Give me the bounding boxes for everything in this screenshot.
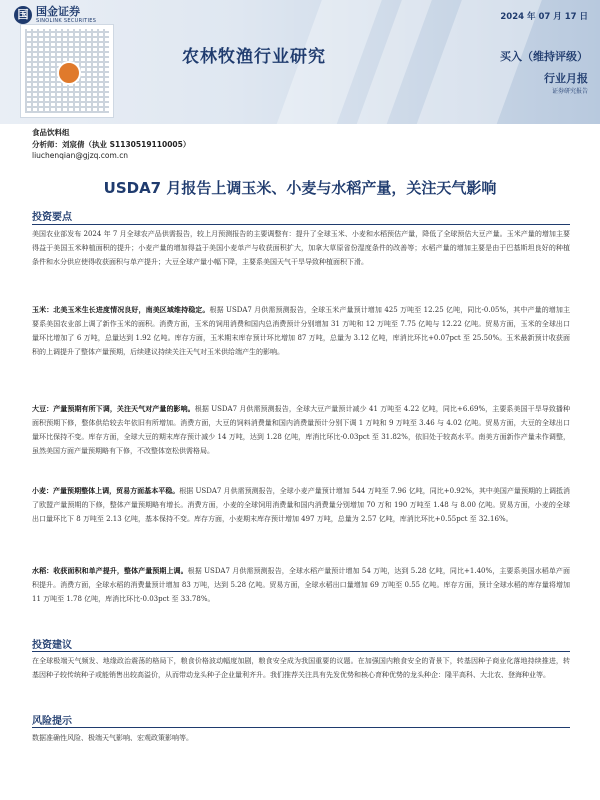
logo-english: SINOLINK SECURITIES	[36, 18, 97, 24]
corn-paragraph	[32, 303, 570, 359]
report-title: USDA7 月报告上调玉米、小麦与水稻产量，关注天气影响	[103, 179, 497, 197]
wheat-text: 根据 USDA7 月供需预测报告，全球小麦产量预计增加 544 万吨至 7.96 亿吨，同比+0.92%，其中美国产量预期的上调抵消了欧盟产量预期的下修，整体产量预期略有增长。消费方面，小麦的全球饲用消费量和国内消费量分别增加 70 万和 190 万吨至 1.48 与 8.00 亿吨。贸易方面，小麦的全球出口量环比下 8 万吨至 2.13 亿吨，基本保持不变。库存方面，小麦期末库存预计增加 497 万吨，总量为 2.57 亿吨，库消比环比+0.55pct 至 32.16%。	[32, 487, 571, 523]
logo-icon: 国	[14, 6, 32, 24]
rice-text: 根据 USDA7 月供需预测报告，全球水稻产量预计增加 54 万吨，达到 5.28 亿吨，同比+1.40%，主要系美国水稻单产面积提升。消费方面，全球水稻的消费量预计增加 83 万吨，达到 5.28 亿吨。贸易方面，全球水稻出口量增加 69 万吨至 0.55 亿吨。库存方面，预计全球水稻的库存量将增加 11 万吨至 1.78 亿吨，库消比环比-0.03pct 至 33.78%。	[32, 567, 570, 603]
report-date: 2024 年 07 月 17 日	[500, 12, 588, 22]
section-heading-summary: 投资要点	[32, 212, 72, 223]
section-heading-advice: 投资建议	[32, 640, 72, 651]
report-type: 行业月报	[544, 72, 588, 85]
divider	[32, 727, 570, 728]
section-heading-risk: 风险提示	[32, 716, 72, 727]
corn-lead: 玉米：北美玉米生长进度情况良好，南美区域维持稳定。	[32, 306, 210, 314]
divider	[32, 651, 570, 652]
author-info	[32, 127, 190, 162]
advice-paragraph: 在全球极端天气频发、地缘政治震荡的格局下，粮食价格波动幅度加剧，粮食安全成为我国重要的议题。在加强国内粮食安全的背景下，转基因种子商业化落地持续推进，转基因种子较传统种子或能销售出较高溢价，从而带动龙头种子企业量利齐升。我们推荐关注具有先发优势和核心育种优势的龙头种企：隆平高科、大北农、登海种业等。	[32, 657, 570, 679]
qr-code-icon	[20, 24, 114, 118]
report-subtype: 证券研究报告	[551, 88, 588, 95]
analyst-name: 分析师：刘宸倩（执业 S1130519110005）	[32, 139, 191, 149]
rice-paragraph	[32, 564, 570, 606]
divider	[32, 224, 570, 225]
rice-lead: 水稻：收获面积和单产提升，整体产量预期上调。	[32, 567, 188, 575]
wheat-lead: 小麦：产量预期整体上调，贸易方面基本平稳。	[32, 487, 180, 495]
corn-text: 根据 USDA7 月供需预测报告，全球玉米产量预计增加 425 万吨至 12.25 亿吨，同比-0.05%，其中产量的增加主要系美国农业部上调了新作玉米的面积。消费方面，玉米的饲用消费和国内总消费预计分别增加 31 万吨和 12 万吨至 7.75 亿吨与 12.22 亿吨。贸易方面，玉米的全球出口量环比增加了 6 万吨，总量达到 1.92 亿吨。库存方面，玉米期末库存预计环比增加 87 万吨，总量为 3.12 亿吨，库消比环比+0.07pct 至 25.50%。玉米最新预计收获面积的上调提升了整体产量预期，后续建议持续关注天气对玉米供给端产生的影响。	[32, 306, 571, 356]
header-banner	[0, 0, 600, 124]
industry-title: 农林牧渔行业研究	[182, 47, 326, 67]
wheat-paragraph	[32, 484, 570, 526]
risk-paragraph: 数据准确性风险、极端天气影响、宏观政策影响等。	[32, 734, 193, 742]
analyst-email[interactable]: liuchenqian@gjzq.com.cn	[32, 151, 129, 160]
soybean-lead: 大豆：产量预期有所下调，关注天气对产量的影响。	[32, 405, 195, 413]
logo-name: 国金证券	[36, 5, 80, 18]
rating: 买入（维持评级）	[500, 50, 588, 63]
soybean-paragraph	[32, 402, 570, 458]
company-logo	[14, 5, 96, 25]
group-name: 食品饮料组	[32, 128, 70, 137]
soybean-text: 根据 USDA7 月供需预测报告，全球大豆产量预计减少 41 万吨至 4.22 亿吨，同比+6.69%，主要系美国干旱导致播种面积预期下修，整体供给较去年依旧有所增加。消费方面，大豆的饲料消费量和国内消费量预计分别下调 1 万吨和 9 万吨至 3.46 与 4.02 亿吨。贸易方面，大豆的全球出口量环比保持不变。库存方面，全球大豆的期末库存预计减少 14 万吨，达到 1.28 亿吨，库消比环比-0.03pct 至 31.82%，依旧处于较高水平。南美方面新作产量未作调整，虽然美国方面产量预期略有下修，不改整体宽松供需格局。	[32, 405, 571, 455]
summary-paragraph: 美国农业部发布 2024 年 7 月全球农产品供需报告，较上月预测报告的主要调整有：提升了全球玉米、小麦和水稻预估产量，降低了全球预估大豆产量。玉米产量的增加主要得益于美国玉米种植面积的提升；小麦产量的增加得益于美国小麦单产与收获面积扩大，加拿大草原省份湿度条件的改善等；水稻产量的增加主要是由于巴基斯坦良好的种植条件和水分供应使得收获面积与单产提升；大豆全球产量小幅下降，主要系美国天气干旱导致种植面积下滑。	[32, 230, 570, 266]
